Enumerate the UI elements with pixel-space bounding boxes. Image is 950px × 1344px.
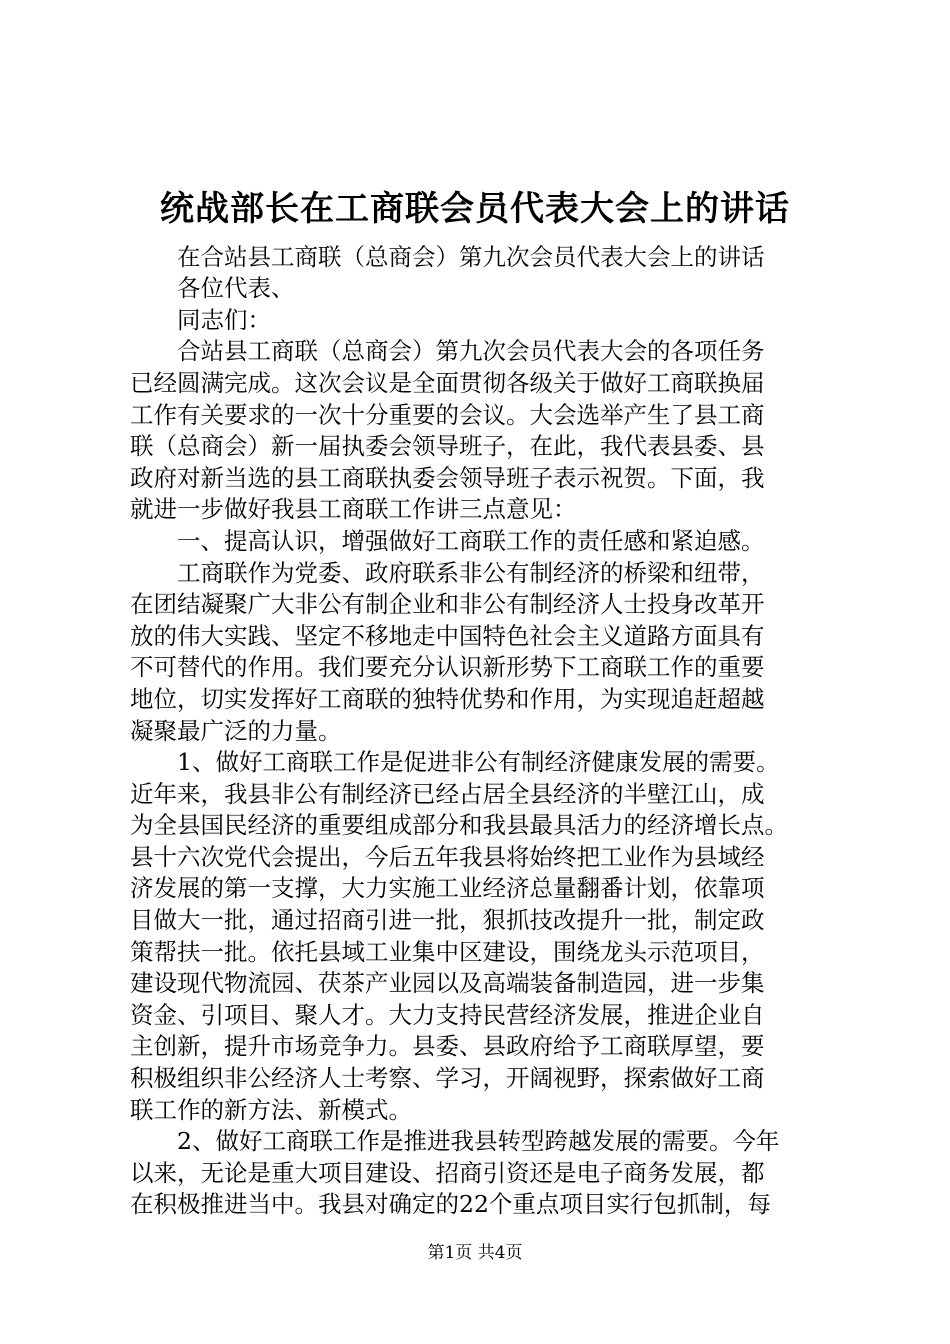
- body-line: 县十六次党代会提出，今后五年我县将始终把工业作为县域经: [130, 842, 765, 871]
- document-body: [130, 210, 825, 1221]
- body-line: 联工作的新方法、新模式。: [130, 1095, 412, 1124]
- body-line: 凝聚最广泛的力量。: [130, 716, 342, 745]
- body-line: 工作有关要求的一次十分重要的会议。大会选举产生了县工商: [130, 400, 765, 429]
- body-line: 近年来，我县非公有制经济已经占居全县经济的半壁江山，成: [130, 779, 765, 808]
- body-line: 目做大一批，通过招商引进一批，狠抓技改提升一批，制定政: [130, 906, 765, 935]
- body-line: 不可替代的作用。我们要充分认识新形势下工商联工作的重要: [130, 653, 765, 682]
- body-line: 济发展的第一支撑，大力实施工业经济总量翻番计划，依靠项: [130, 874, 765, 903]
- body-line: 策帮扶一批。依托县域工业集中区建设，围绕龙头示范项目，: [130, 937, 765, 966]
- document-title: 统战部长在工商联会员代表大会上的讲话: [160, 189, 790, 229]
- body-line: 地位，切实发挥好工商联的独特优势和作用，为实现追赶超越: [130, 684, 765, 713]
- body-line: 已经圆满完成。这次会议是全面贯彻各级关于做好工商联换届: [130, 368, 765, 397]
- body-line: 以来，无论是重大项目建设、招商引资还是电子商务发展，都: [130, 1158, 765, 1187]
- body-line: [130, 210, 825, 242]
- body-line: 工商联作为党委、政府联系非公有制经济的桥梁和纽带，: [130, 558, 765, 587]
- page-footer: 第1页 共4页: [427, 1243, 523, 1263]
- body-line: 资金、引项目、聚人才。大力支持民营经济发展，推进企业自: [130, 1000, 765, 1029]
- body-line: 联（总商会）新一届执委会领导班子，在此，我代表县委、县: [130, 432, 765, 461]
- body-line: 建设现代物流园、茯茶产业园以及高端装备制造园，进一步集: [130, 969, 765, 998]
- body-line: 在团结凝聚广大非公有制企业和非公有制经济人士投身改革开: [130, 590, 765, 619]
- body-line: 积极组织非公经济人士考察、学习，开阔视野，探索做好工商: [130, 1064, 765, 1093]
- body-line: 政府对新当选的县工商联执委会领导班子表示祝贺。下面，我: [130, 463, 765, 492]
- body-line: 放的伟大实践、坚定不移地走中国特色社会主义道路方面具有: [130, 621, 765, 650]
- body-line: 一、提高认识，增强做好工商联工作的责任感和紧迫感。: [130, 526, 765, 555]
- body-line: 各位代表、: [130, 274, 295, 303]
- body-line: 合站县工商联（总商会）第九次会员代表大会的各项任务: [130, 337, 765, 366]
- body-line: 1、做好工商联工作是促进非公有制经济健康发展的需要。: [130, 748, 780, 777]
- body-line: 2、做好工商联工作是推进我县转型跨越发展的需要。今年: [130, 1127, 780, 1156]
- body-line: 为全县国民经济的重要组成部分和我县最具活力的经济增长点。: [130, 811, 788, 840]
- body-line: 主创新，提升市场竞争力。县委、县政府给予工商联厚望，要: [130, 1032, 765, 1061]
- body-line: 在合站县工商联（总商会）第九次会员代表大会上的讲话: [130, 242, 765, 271]
- body-line: 同志们：: [130, 305, 271, 334]
- body-line: 就进一步做好我县工商联工作讲三点意见：: [130, 495, 577, 524]
- body-line: 在积极推进当中。我县对确定的22个重点项目实行包抓制，每: [130, 1190, 771, 1219]
